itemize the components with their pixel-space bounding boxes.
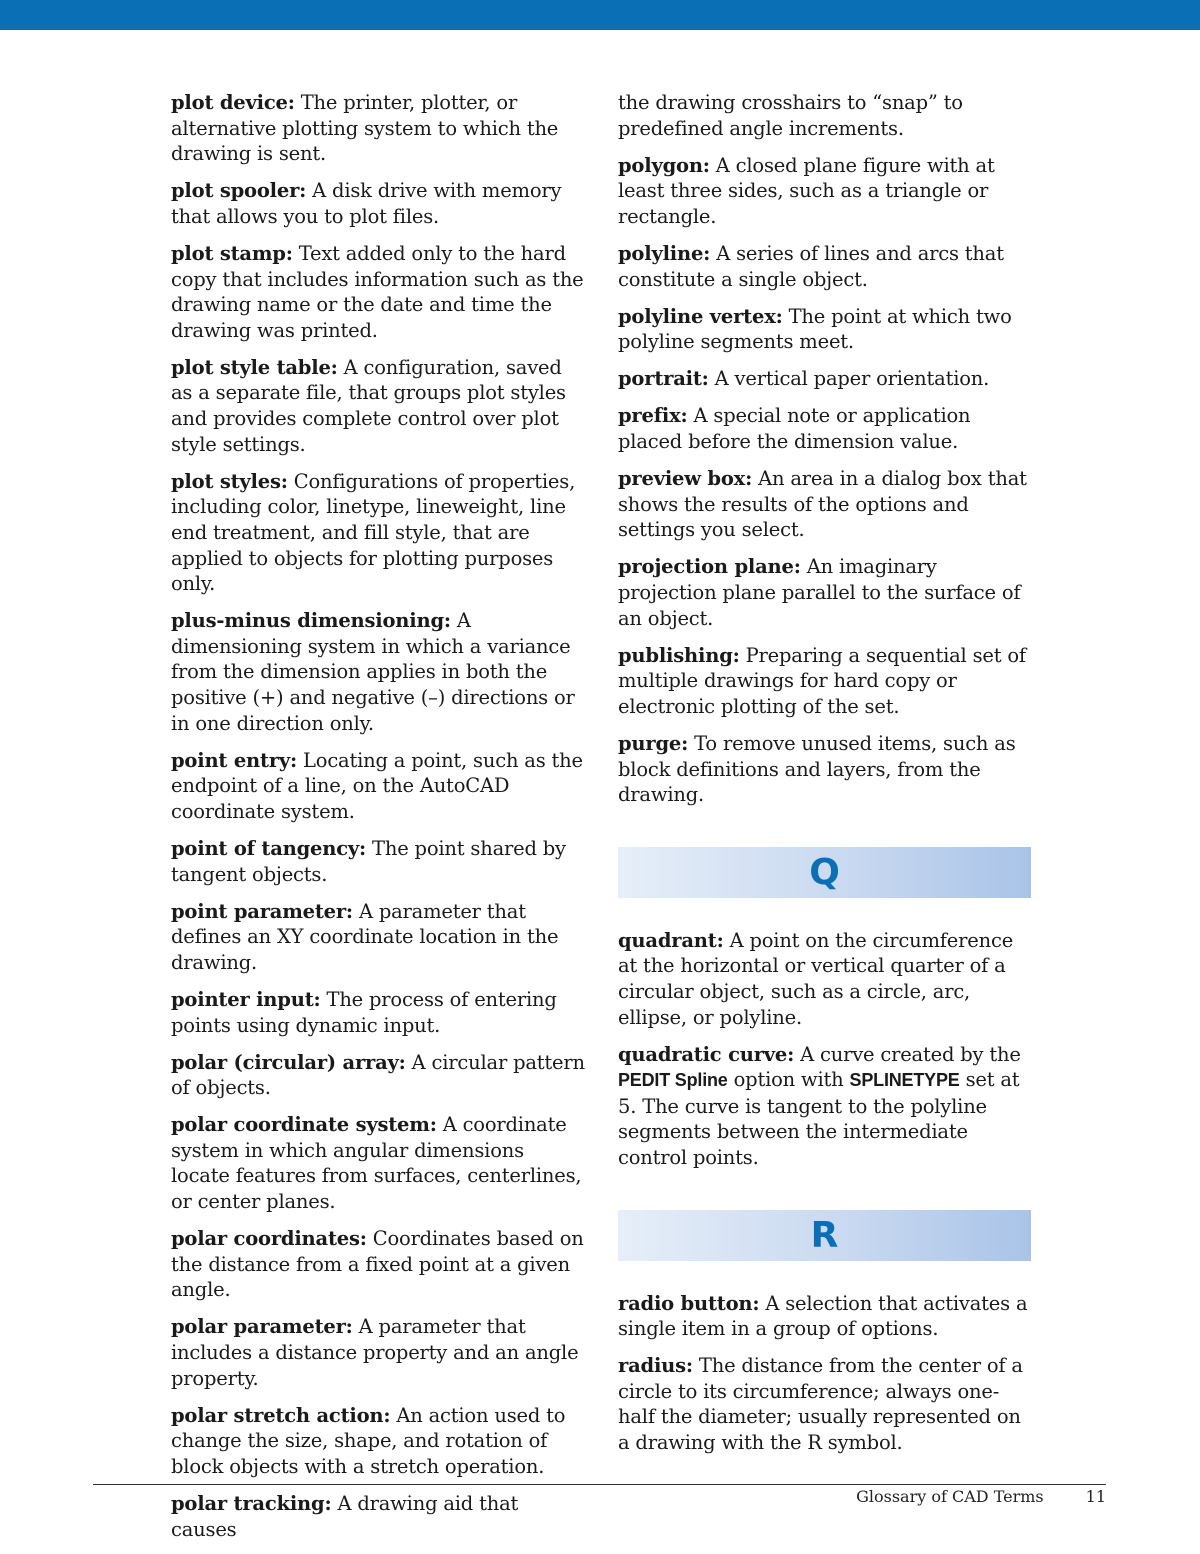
command-name: PEDIT Spline bbox=[618, 1070, 728, 1091]
entry-term: plus-minus dimensioning: bbox=[171, 609, 451, 633]
entry-definition: To remove unused items, such as block definitions and layers, from the drawing. bbox=[618, 731, 1016, 807]
entry-definition: Preparing a sequential set of multiple drawings for hard copy or electronic plotting of the set. bbox=[618, 643, 1026, 718]
glossary-entry bbox=[171, 1491, 586, 1542]
entry-term: pointer input: bbox=[171, 987, 321, 1011]
entry-term: plot style table: bbox=[171, 355, 338, 379]
command-name: SPLINETYPE bbox=[849, 1070, 960, 1091]
glossary-entry bbox=[171, 608, 586, 736]
entry-definition: A configuration, saved as a separate file, that groups plot styles and provides complete control over plot style settings. bbox=[171, 355, 566, 456]
entry-term: polygon: bbox=[618, 153, 710, 177]
entry-term: polar stretch action: bbox=[171, 1403, 391, 1427]
entry-definition: A selection that activates a single item in a group of options. bbox=[618, 1291, 1028, 1341]
glossary-entry bbox=[618, 731, 1033, 808]
entry-term: plot spooler: bbox=[171, 179, 307, 203]
glossary-entry bbox=[618, 304, 1033, 355]
glossary-entry bbox=[171, 1050, 586, 1101]
entry-term: preview box: bbox=[618, 467, 753, 491]
left-column bbox=[171, 90, 586, 1554]
entry-term: prefix: bbox=[618, 404, 688, 428]
entry-term: projection plane: bbox=[618, 555, 801, 579]
entry-definition: The point at which two polyline segments meet. bbox=[618, 304, 1012, 354]
page-number: 11 bbox=[1085, 1487, 1106, 1506]
footer-title: Glossary of CAD Terms bbox=[856, 1487, 1044, 1506]
entry-definition: The printer, plotter, or alternative plotting system to which the drawing is sent. bbox=[171, 91, 559, 166]
entry-definition: A closed plane figure with at least three sides, such as a triangle or rectangle. bbox=[618, 153, 995, 228]
glossary-entry bbox=[171, 1403, 586, 1480]
entry-definition: A parameter that defines an XY coordinate location in the drawing. bbox=[171, 899, 559, 974]
glossary-entry bbox=[618, 1042, 1033, 1171]
entry-definition: The distance from the center of a circle to its circumference; always one-half the diameter; usually represented on a drawing with the R symbol. bbox=[618, 1354, 1023, 1455]
glossary-entry bbox=[618, 928, 1033, 1030]
entry-definition: Locating a point, such as the endpoint of a line, on the AutoCAD coordinate system. bbox=[171, 748, 583, 823]
entry-term: quadratic curve: bbox=[618, 1042, 795, 1066]
entry-definition: A dimensioning system in which a variance from the dimension applies in both the positive (+) and negative (–) directions or in one direction only. bbox=[171, 609, 575, 735]
glossary-entry bbox=[618, 366, 1033, 392]
glossary-entry bbox=[171, 241, 586, 343]
glossary-entry bbox=[171, 1226, 586, 1303]
entry-definition: An area in a dialog box that shows the results of the options and settings you select. bbox=[618, 467, 1027, 542]
entry-term: plot styles: bbox=[171, 469, 288, 493]
glossary-entry bbox=[171, 355, 586, 457]
entry-term: radio button: bbox=[618, 1291, 760, 1315]
entry-definition: The point shared by tangent objects. bbox=[171, 836, 566, 886]
entry-term: point of tangency: bbox=[171, 836, 367, 860]
entry-definition: set at 5. The curve is tangent to the polyline segments between the intermediate control points. bbox=[618, 1068, 1020, 1169]
section-header-q bbox=[618, 847, 1031, 898]
glossary-entry bbox=[618, 241, 1033, 292]
entry-term: polyline vertex: bbox=[618, 304, 783, 328]
page-footer bbox=[856, 1487, 1106, 1506]
right-column bbox=[618, 90, 1033, 1467]
entry-definition: the drawing crosshairs to “snap” to predefined angle increments. bbox=[618, 91, 963, 140]
entry-term: polar coordinates: bbox=[171, 1227, 367, 1251]
glossary-entry bbox=[171, 469, 586, 597]
glossary-entry bbox=[618, 643, 1033, 720]
entry-term: quadrant: bbox=[618, 928, 724, 952]
top-color-bar bbox=[0, 0, 1200, 30]
glossary-entry bbox=[171, 178, 586, 229]
entry-definition: Coordinates based on the distance from a fixed point at a given angle. bbox=[171, 1227, 584, 1302]
entry-definition: An action used to change the size, shape, and rotation of block objects with a stretch operation. bbox=[171, 1403, 566, 1478]
entry-definition: Text added only to the hard copy that includes information such as the drawing name or the date and time the drawing was printed. bbox=[171, 241, 584, 342]
glossary-entry bbox=[618, 1291, 1033, 1342]
entry-definition: A parameter that includes a distance property and an angle property. bbox=[171, 1315, 579, 1390]
glossary-entry-continued bbox=[618, 90, 1033, 141]
glossary-entry bbox=[171, 836, 586, 887]
entry-definition: A curve created by the bbox=[800, 1042, 1021, 1066]
entry-term: radius: bbox=[618, 1354, 693, 1378]
glossary-entry bbox=[171, 987, 586, 1038]
entry-term: plot device: bbox=[171, 91, 295, 114]
entry-term: polar coordinate system: bbox=[171, 1113, 437, 1137]
glossary-entry bbox=[618, 153, 1033, 230]
entry-definition: Configurations of properties, including color, linetype, lineweight, line end treatment, and fill style, that are applied to objects for plotting purposes only. bbox=[171, 469, 576, 596]
entry-definition: A vertical paper orientation. bbox=[714, 367, 990, 391]
entry-definition: A coordinate system in which angular dimensions locate features from surfaces, centerlines, or center planes. bbox=[171, 1113, 582, 1214]
entry-definition: A special note or application placed before the dimension value. bbox=[618, 404, 971, 454]
glossary-entry bbox=[618, 403, 1033, 454]
footer-rule bbox=[93, 1484, 1106, 1485]
glossary-entry bbox=[618, 1353, 1033, 1455]
entry-term: polar (circular) array: bbox=[171, 1050, 406, 1074]
entry-definition: A circular pattern of objects. bbox=[171, 1050, 585, 1100]
entry-term: point parameter: bbox=[171, 899, 353, 923]
section-letter-q: Q bbox=[809, 851, 840, 893]
entry-term: polar tracking: bbox=[171, 1492, 332, 1515]
entry-term: portrait: bbox=[618, 367, 709, 391]
glossary-entry bbox=[618, 554, 1033, 631]
glossary-entry bbox=[618, 466, 1033, 543]
section-letter-r: R bbox=[810, 1214, 839, 1256]
entry-term: polyline: bbox=[618, 241, 711, 265]
entry-definition: A point on the circumference at the horizontal or vertical quarter of a circular object, such as a circle, arc, ellipse, or polyline. bbox=[618, 928, 1014, 1029]
glossary-entry bbox=[171, 1314, 586, 1391]
entry-term: polar parameter: bbox=[171, 1315, 353, 1339]
entry-definition: A disk drive with memory that allows you to plot files. bbox=[171, 179, 562, 228]
glossary-entry bbox=[171, 899, 586, 976]
entry-term: point entry: bbox=[171, 748, 298, 772]
entry-definition: option with bbox=[733, 1068, 844, 1092]
glossary-entry bbox=[171, 1112, 586, 1214]
entry-definition: An imaginary projection plane parallel to the surface of an object. bbox=[618, 555, 1021, 630]
glossary-entry bbox=[171, 90, 586, 167]
entry-definition: The process of entering points using dynamic input. bbox=[171, 987, 557, 1037]
entry-definition: A series of lines and arcs that constitute a single object. bbox=[618, 241, 1004, 291]
glossary-entry bbox=[171, 748, 586, 825]
entry-term: purge: bbox=[618, 731, 689, 755]
entry-term: plot stamp: bbox=[171, 241, 293, 265]
entry-term: publishing: bbox=[618, 643, 740, 667]
section-header-r bbox=[618, 1210, 1031, 1261]
entry-definition: A drawing aid that causes bbox=[171, 1492, 519, 1541]
